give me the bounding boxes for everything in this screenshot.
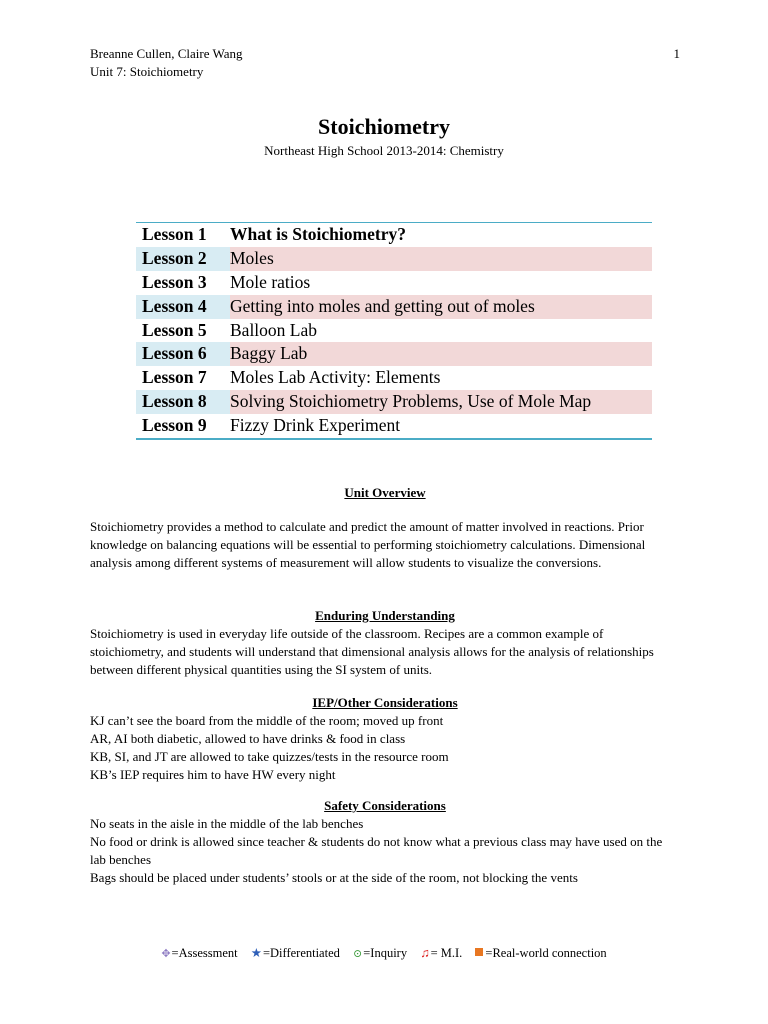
lesson-number: Lesson 1 [142, 224, 207, 244]
safety-line: No seats in the aisle in the middle of the lab benches [90, 816, 364, 831]
legend-label: =Real-world connection [485, 946, 607, 960]
safety-considerations-section [90, 797, 680, 887]
lesson-row [136, 247, 652, 271]
lesson-row [136, 366, 652, 390]
safety-considerations-heading: Safety Considerations [324, 798, 446, 813]
lesson-number: Lesson 9 [142, 415, 207, 436]
lesson-name: Getting into moles and getting out of moles [230, 295, 652, 319]
lesson-number: Lesson 2 [136, 247, 230, 271]
inquiry-icon: ⊙ [353, 948, 363, 960]
lessons-table [136, 222, 652, 440]
lesson-row [136, 223, 652, 247]
lesson-name: Moles [230, 247, 652, 271]
legend-label: =Inquiry [363, 946, 408, 960]
lesson-name: What is Stoichiometry? [230, 224, 406, 244]
page-title: Stoichiometry [318, 114, 450, 139]
lesson-row [136, 414, 652, 438]
safety-line: No food or drink is allowed since teacher & students do not know what a previous class may have used on the lab benches [90, 834, 663, 867]
safety-considerations-list [90, 815, 680, 887]
iep-line: AR, AI both diabetic, allowed to have drinks & food in class [90, 731, 406, 746]
assessment-icon: ✥ [161, 948, 171, 960]
lesson-name: Baggy Lab [230, 342, 652, 366]
differentiated-star-icon: ★ [250, 946, 262, 960]
iep-line: KB, SI, and JT are allowed to take quizzes/tests in the resource room [90, 749, 449, 764]
page-number: 1 [673, 46, 680, 61]
real-world-square-icon [475, 948, 483, 956]
lesson-row [136, 295, 652, 319]
unit-overview-text: Stoichiometry provides a method to calculate and predict the amount of matter involved in reactions. Prior knowledge on balancing equations will be essential to performing stoichiometry calculations. Dimensional analysis among different systems of measurement will allow students to visualize the conversions. [90, 519, 646, 570]
unit-overview-heading: Unit Overview [344, 485, 426, 500]
enduring-understanding-heading: Enduring Understanding [315, 608, 455, 623]
unit-overview-section [90, 484, 680, 572]
iep-line: KJ can’t see the board from the middle of the room; moved up front [90, 713, 444, 728]
enduring-understanding-section [90, 607, 680, 679]
lesson-row [136, 319, 652, 343]
lesson-number: Lesson 5 [142, 319, 207, 340]
lesson-number: Lesson 6 [136, 342, 230, 366]
safety-line: Bags should be placed under students’ stools or at the side of the room, not blocking the vents [90, 870, 578, 885]
music-note-icon: ♫ [420, 946, 430, 960]
lesson-name: Moles Lab Activity: Elements [230, 367, 441, 388]
page-subtitle: Northeast High School 2013-2014: Chemistry [264, 143, 504, 158]
legend-item-real-world [475, 946, 606, 960]
lesson-name: Balloon Lab [230, 319, 317, 340]
legend-label: =Assessment [171, 946, 238, 960]
legend-item-differentiated [251, 946, 340, 960]
lesson-number: Lesson 4 [136, 295, 230, 319]
lesson-name: Fizzy Drink Experiment [230, 415, 401, 436]
icon-legend [0, 944, 768, 963]
header-unit: Unit 7: Stoichiometry [90, 64, 204, 79]
legend-item-inquiry [353, 946, 407, 960]
iep-considerations-list [90, 712, 680, 784]
iep-considerations-heading: IEP/Other Considerations [312, 695, 458, 710]
lesson-number: Lesson 7 [142, 367, 207, 388]
lesson-row [136, 342, 652, 366]
lesson-row [136, 271, 652, 295]
lesson-row [136, 390, 652, 414]
lesson-number: Lesson 3 [142, 271, 207, 292]
legend-item-mi [420, 946, 462, 960]
legend-item-assessment [161, 946, 237, 960]
lesson-name: Solving Stoichiometry Problems, Use of Mole Map [230, 390, 652, 414]
lesson-number: Lesson 8 [136, 390, 230, 414]
iep-line: KB’s IEP requires him to have HW every night [90, 767, 336, 782]
header-authors: Breanne Cullen, Claire Wang [90, 46, 243, 61]
enduring-understanding-text: Stoichiometry is used in everyday life outside of the classroom. Recipes are a common example of stoichiometry, and students will understand that dimensional analysis allows for the analysis of relationships between different physical quantities using the SI system of units. [90, 626, 654, 677]
page-header [90, 45, 680, 81]
legend-label: =Differentiated [262, 946, 340, 960]
iep-considerations-section [90, 694, 680, 784]
legend-label: = M.I. [430, 946, 463, 960]
lesson-name: Mole ratios [230, 271, 311, 292]
